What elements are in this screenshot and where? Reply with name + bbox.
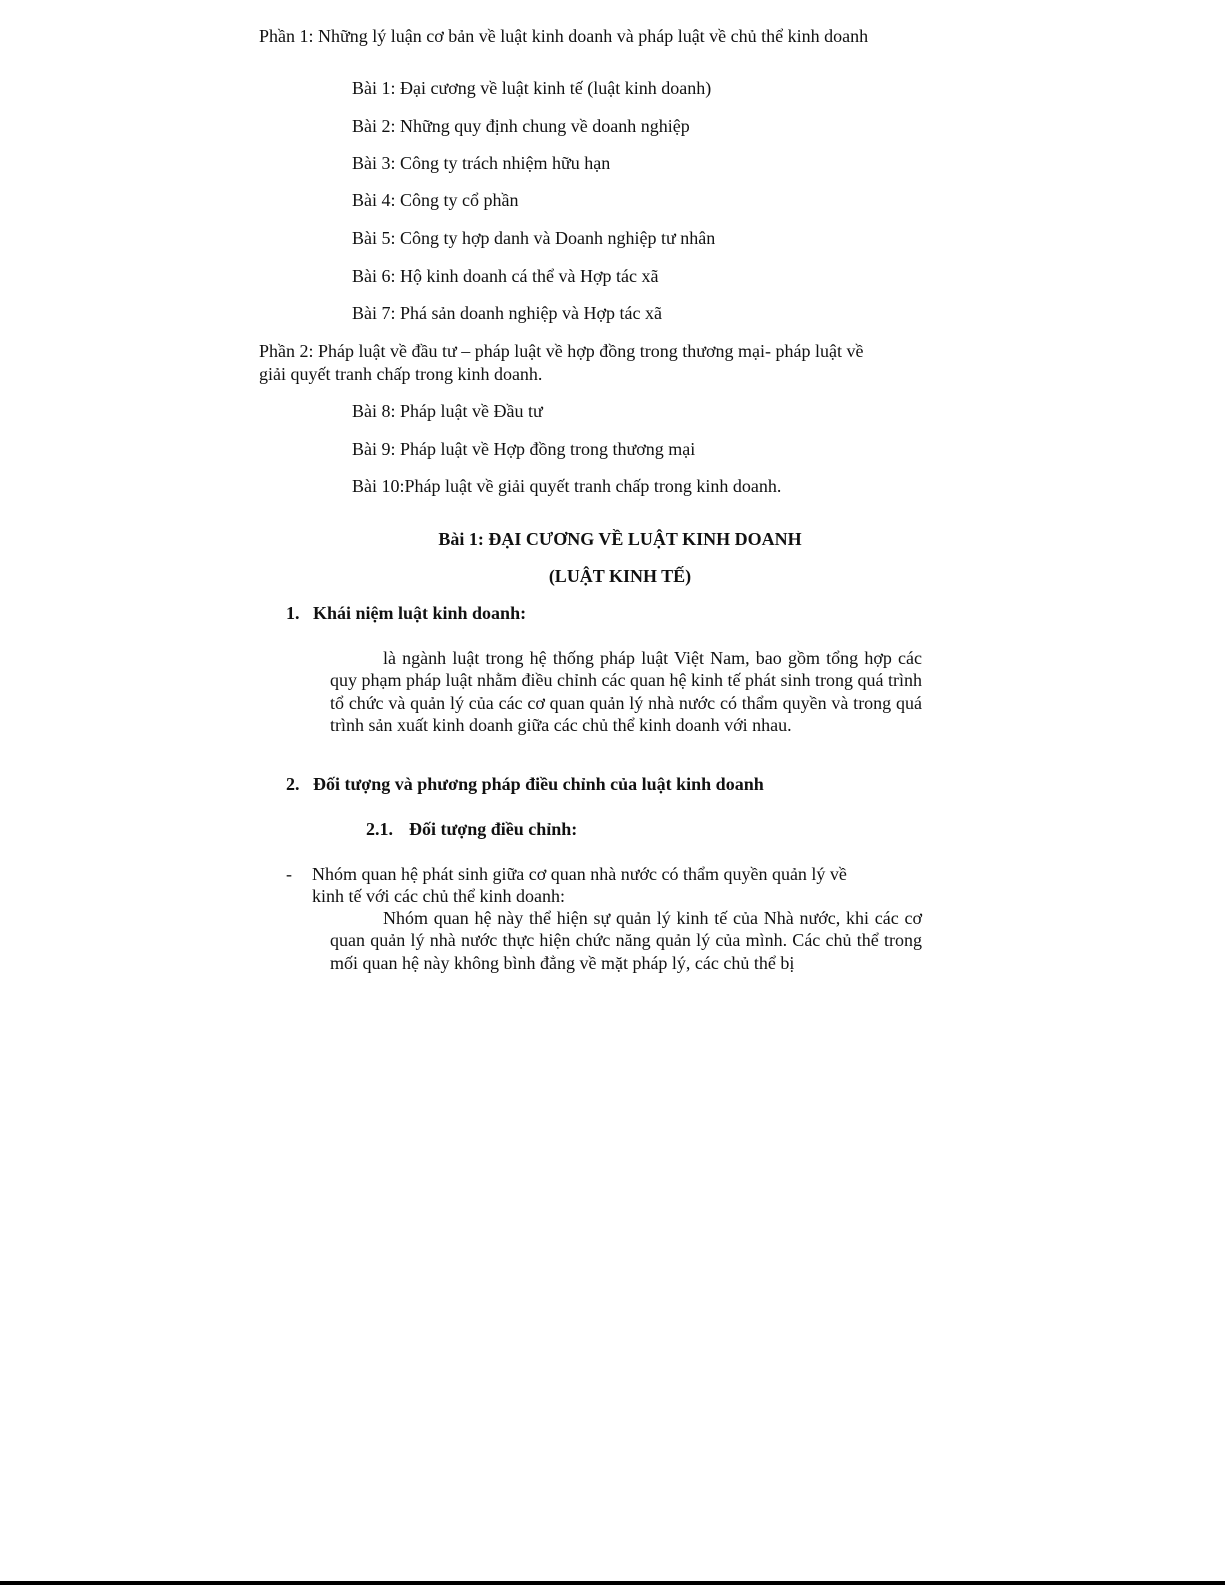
section2-heading: [286, 773, 764, 795]
section1-heading-text: Khái niệm luật kinh doanh:: [313, 603, 527, 623]
lesson-1-item: Bài 1: Đại cương về luật kinh tế (luật kinh doanh): [352, 78, 712, 98]
subsection-2-1-number: 2.1.: [366, 819, 393, 839]
lesson1-subtitle: (LUẬT KINH TẾ): [548, 566, 692, 586]
lesson-9-item: Bài 9: Pháp luật về Hợp đồng trong thương mại: [352, 439, 696, 459]
bullet-dash: -: [286, 864, 292, 884]
lesson-5-item: Bài 5: Công ty hợp danh và Doanh nghiệp tư nhân: [352, 228, 716, 248]
bullet-line1: Nhóm quan hệ phát sinh giữa cơ quan nhà nước có thẩm quyền quản lý về: [312, 864, 847, 884]
lesson-8-item: Bài 8: Pháp luật về Đầu tư: [352, 401, 543, 421]
section2-body: [330, 907, 922, 974]
page-bottom-border: [0, 1581, 1225, 1585]
subsection-2-1-heading-text: Đối tượng điều chỉnh:: [409, 819, 578, 839]
section2-heading-text: Đối tượng và phương pháp điều chỉnh của luật kinh doanh: [313, 774, 764, 794]
section1-body: [330, 647, 922, 737]
lesson-2-item: Bài 2: Những quy định chung về doanh nghiệp: [352, 116, 690, 136]
part2-heading-line1: Phần 2: Pháp luật về đầu tư – pháp luật về hợp đồng trong thương mại- pháp luật về: [259, 341, 864, 361]
section2-body-text: Nhóm quan hệ này thể hiện sự quản lý kinh tế của Nhà nước, khi các cơ quan quản lý nhà nước thực hiện chức năng quản lý của mình. Các chủ thể trong mối quan hệ này không bình đẳng về mặt pháp lý, các chủ thể bị: [330, 908, 922, 973]
section1-number: 1.: [286, 603, 300, 623]
subsection-2-1-heading: [366, 818, 577, 840]
lesson-6-item: Bài 6: Hộ kinh doanh cá thể và Hợp tác xã: [352, 266, 659, 286]
bullet-line2: kinh tế với các chủ thể kinh doanh:: [312, 886, 565, 906]
lesson-3-item: Bài 3: Công ty trách nhiệm hữu hạn: [352, 153, 611, 173]
lesson-10-item: Bài 10:Pháp luật về giải quyết tranh chấp trong kinh doanh.: [352, 476, 782, 496]
section1-heading: [286, 602, 526, 624]
lesson-7-item: Bài 7: Phá sản doanh nghiệp và Hợp tác xã: [352, 303, 662, 323]
part1-heading: Phần 1: Những lý luận cơ bản về luật kinh doanh và pháp luật về chủ thể kinh doanh: [259, 26, 869, 46]
section2-number: 2.: [286, 774, 300, 794]
section1-body-text: là ngành luật trong hệ thống pháp luật Việt Nam, bao gồm tổng hợp các quy phạm pháp luật nhằm điều chỉnh các quan hệ kinh tế phát sinh trong quá trình tổ chức và quản lý của các cơ quan quản lý nhà nước có thẩm quyền và trong quá trình sản xuất kinh doanh giữa các chủ thể kinh doanh với nhau.: [330, 648, 922, 736]
lesson1-title: Bài 1: ĐẠI CƯƠNG VỀ LUẬT KINH DOANH: [438, 529, 802, 549]
part2-heading-line2: giải quyết tranh chấp trong kinh doanh.: [259, 364, 543, 384]
lesson-4-item: Bài 4: Công ty cổ phần: [352, 190, 519, 210]
